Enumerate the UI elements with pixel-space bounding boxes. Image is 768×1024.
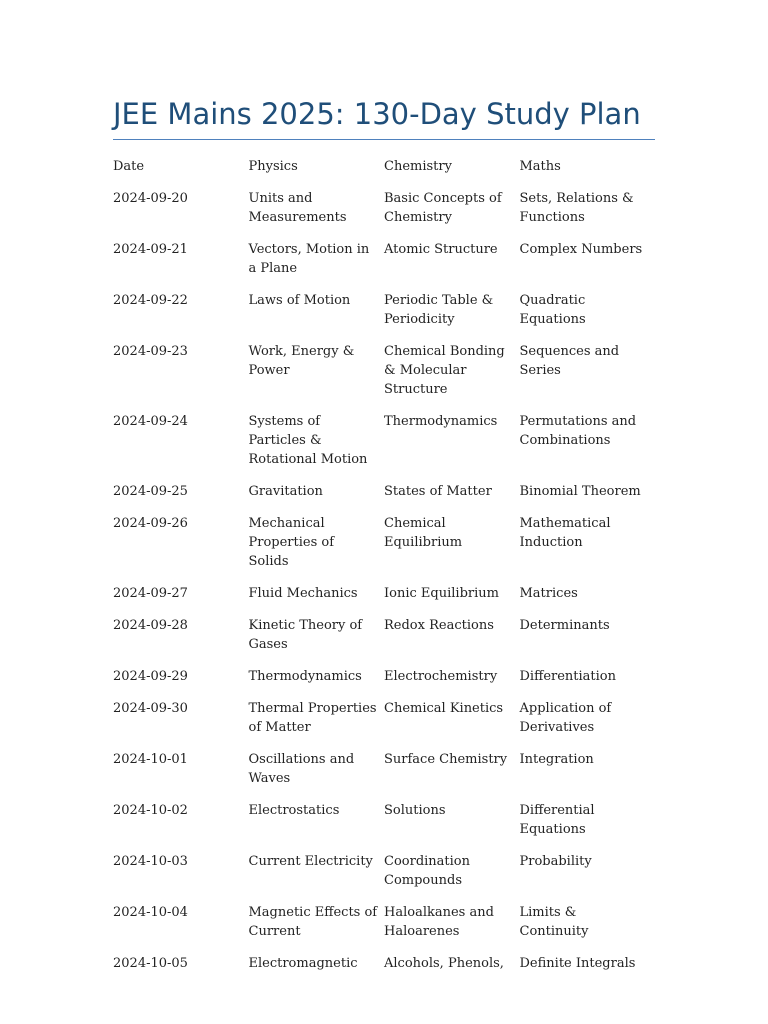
cell-chemistry: Chemical Equilibrium: [384, 516, 463, 550]
cell-date: 2024-09-30: [113, 701, 188, 716]
cell-maths: Integration: [519, 752, 594, 767]
table-row: [113, 240, 655, 291]
column-header-chemistry: Chemistry: [384, 159, 452, 174]
cell-chemistry: Basic Concepts of Chemistry: [384, 191, 502, 225]
cell-date: 2024-09-25: [113, 484, 188, 499]
cell-physics: Kinetic Theory of Gases: [248, 618, 363, 652]
column-header-physics: Physics: [248, 159, 298, 174]
cell-date: 2024-09-21: [113, 242, 188, 257]
title-underline: [113, 139, 655, 140]
cell-maths: Application of Derivatives: [519, 701, 612, 735]
table-row: [113, 699, 655, 750]
cell-physics: Units and Measurements: [248, 191, 347, 225]
table-row: [113, 412, 655, 482]
column-header-maths: Maths: [519, 159, 561, 174]
cell-date: 2024-09-29: [113, 669, 188, 684]
table-header-row: [113, 157, 655, 189]
table-row: [113, 514, 655, 584]
cell-date: 2024-10-05: [113, 956, 188, 971]
cell-physics: Work, Energy & Power: [248, 344, 355, 378]
cell-maths: Differentiation: [519, 669, 617, 684]
column-header-date: Date: [113, 159, 145, 174]
cell-chemistry: Coordination Compounds: [384, 854, 470, 888]
cell-chemistry: Solutions: [384, 803, 446, 818]
table-row: [113, 852, 655, 903]
document-title: JEE Mains 2025: 130-Day Study Plan: [113, 97, 641, 131]
cell-date: 2024-09-24: [113, 414, 188, 429]
cell-chemistry: Haloalkanes and Haloarenes: [384, 905, 494, 939]
cell-physics: Vectors, Motion in a Plane: [248, 242, 370, 276]
cell-date: 2024-10-04: [113, 905, 188, 920]
cell-maths: Mathematical Induction: [519, 516, 611, 550]
cell-maths: Differential Equations: [519, 803, 595, 837]
cell-maths: Limits & Continuity: [519, 905, 589, 939]
cell-maths: Binomial Theorem: [519, 484, 641, 499]
table-row: [113, 291, 655, 342]
table-row: [113, 801, 655, 852]
table-row: [113, 342, 655, 412]
cell-date: 2024-09-26: [113, 516, 188, 531]
cell-chemistry: Redox Reactions: [384, 618, 494, 633]
table-row: [113, 584, 655, 616]
table-row: [113, 667, 655, 699]
table-row: [113, 954, 655, 986]
cell-chemistry: Surface Chemistry: [384, 752, 508, 767]
table-row: [113, 189, 655, 240]
cell-physics: Systems of Particles & Rotational Motion: [248, 414, 368, 467]
cell-chemistry: States of Matter: [384, 484, 492, 499]
table-row: [113, 616, 655, 667]
cell-physics: Thermodynamics: [248, 669, 362, 684]
cell-maths: Definite Integrals: [519, 956, 636, 971]
cell-physics: Thermal Properties of Matter: [248, 701, 377, 735]
table-body: [113, 189, 655, 986]
cell-date: 2024-09-22: [113, 293, 188, 308]
cell-chemistry: Electrochemistry: [384, 669, 498, 684]
study-plan-table: [113, 157, 655, 986]
cell-maths: Sets, Relations & Functions: [519, 191, 634, 225]
table-row: [113, 903, 655, 954]
cell-maths: Permutations and Combinations: [519, 414, 637, 448]
cell-date: 2024-09-27: [113, 586, 188, 601]
cell-maths: Sequences and Series: [519, 344, 620, 378]
cell-physics: Gravitation: [248, 484, 323, 499]
cell-chemistry: Periodic Table & Periodicity: [384, 293, 494, 327]
cell-date: 2024-10-02: [113, 803, 188, 818]
cell-date: 2024-09-20: [113, 191, 188, 206]
cell-physics: Oscillations and Waves: [248, 752, 355, 786]
cell-maths: Determinants: [519, 618, 610, 633]
cell-maths: Matrices: [519, 586, 578, 601]
cell-physics: Fluid Mechanics: [248, 586, 358, 601]
cell-physics: Electrostatics: [248, 803, 340, 818]
cell-chemistry: Alcohols, Phenols,: [384, 956, 504, 971]
cell-date: 2024-09-23: [113, 344, 188, 359]
cell-chemistry: Chemical Bonding & Molecular Structure: [384, 344, 505, 397]
cell-physics: Laws of Motion: [248, 293, 351, 308]
cell-maths: Quadratic Equations: [519, 293, 586, 327]
cell-date: 2024-09-28: [113, 618, 188, 633]
cell-maths: Complex Numbers: [519, 242, 643, 257]
cell-date: 2024-10-03: [113, 854, 188, 869]
cell-maths: Probability: [519, 854, 592, 869]
cell-chemistry: Thermodynamics: [384, 414, 498, 429]
cell-chemistry: Atomic Structure: [384, 242, 498, 257]
cell-chemistry: Ionic Equilibrium: [384, 586, 499, 601]
cell-physics: Current Electricity: [248, 854, 373, 869]
cell-physics: Electromagnetic: [248, 956, 358, 971]
cell-physics: Magnetic Effects of Current: [248, 905, 378, 939]
cell-date: 2024-10-01: [113, 752, 188, 767]
cell-physics: Mechanical Properties of Solids: [248, 516, 335, 569]
table-row: [113, 750, 655, 801]
cell-chemistry: Chemical Kinetics: [384, 701, 504, 716]
table-row: [113, 482, 655, 514]
